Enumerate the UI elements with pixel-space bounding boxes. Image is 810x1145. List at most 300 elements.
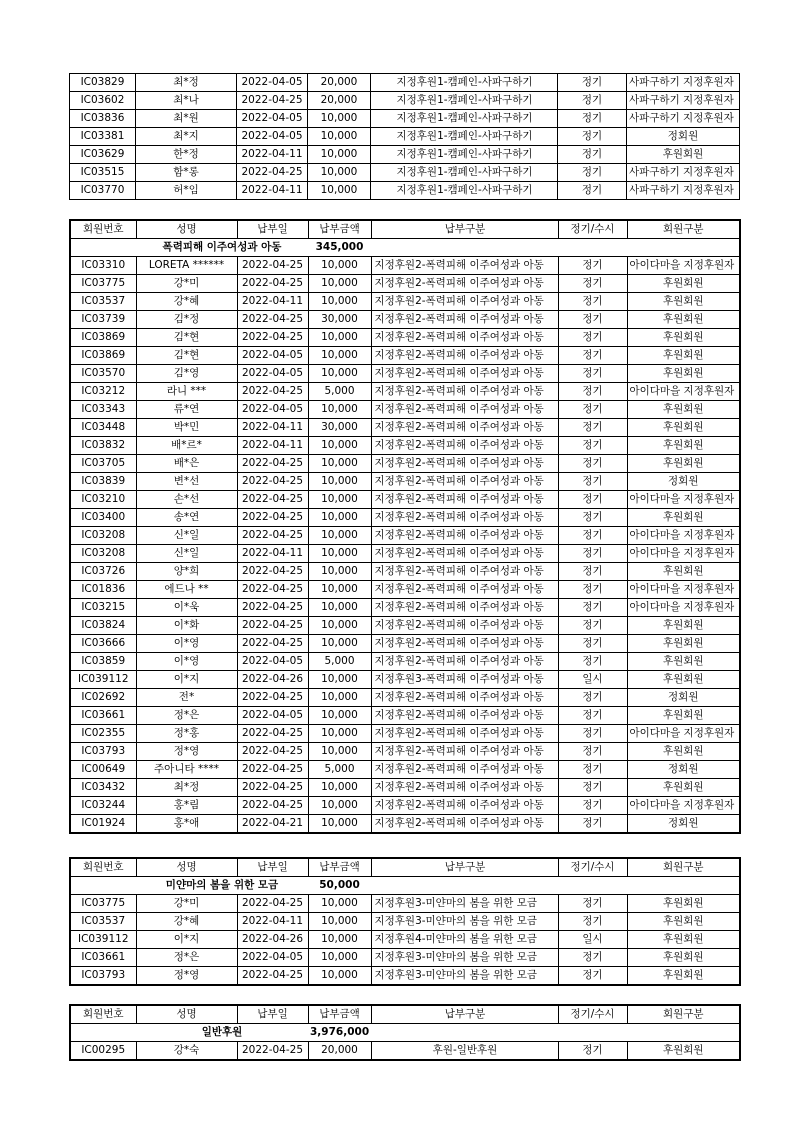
member-id-cell: IC03726 (70, 563, 136, 581)
name-cell: 최*나 (136, 92, 237, 110)
payment-type-cell: 지정후원2-폭력피해 이주여성과 아동 (371, 419, 558, 437)
payment-date-cell: 2022-04-25 (237, 563, 308, 581)
amount-cell: 10,000 (308, 581, 371, 599)
member-type-cell: 아이다마을 지정후원자 (627, 491, 740, 509)
amount-cell: 10,000 (308, 293, 371, 311)
payment-type-cell: 지정후원2-폭력피해 이주여성과 아동 (371, 599, 558, 617)
frequency-cell: 정기 (558, 527, 627, 545)
payment-type-cell: 지정후원1-캠페인-사파구하기 (371, 74, 558, 92)
column-header: 성명 (136, 1005, 237, 1024)
table-row (70, 635, 740, 653)
payment-date-cell: 2022-04-21 (237, 815, 308, 834)
payment-date-cell: 2022-04-11 (237, 293, 308, 311)
name-cell: 이*영 (136, 653, 237, 671)
table-row (70, 419, 740, 437)
member-id-cell: IC03310 (70, 257, 136, 275)
table-row (70, 527, 740, 545)
amount-cell: 10,000 (308, 895, 371, 913)
payment-type-cell: 지정후원2-폭력피해 이주여성과 아동 (371, 797, 558, 815)
name-cell: 강*미 (136, 895, 237, 913)
amount-cell: 5,000 (308, 761, 371, 779)
table-row (70, 383, 740, 401)
column-header: 납부구분 (371, 858, 558, 877)
group-label: 일반후원 (136, 1024, 308, 1042)
payment-type-cell: 지정후원2-폭력피해 이주여성과 아동 (371, 635, 558, 653)
name-cell: 정*영 (136, 967, 237, 986)
member-type-cell: 후원회원 (627, 365, 740, 383)
amount-cell: 10,000 (308, 545, 371, 563)
table-row (70, 365, 740, 383)
subtotal-spacer (70, 239, 136, 257)
member-type-cell: 후원회원 (627, 931, 740, 949)
name-cell: 홍*림 (136, 797, 237, 815)
payment-type-cell: 지정후원1-캠페인-사파구하기 (371, 164, 558, 182)
amount-cell: 20,000 (308, 92, 371, 110)
name-cell: 이*화 (136, 617, 237, 635)
member-type-cell: 후원회원 (627, 419, 740, 437)
amount-cell: 10,000 (308, 671, 371, 689)
payment-type-cell: 지정후원2-폭력피해 이주여성과 아동 (371, 509, 558, 527)
member-id-cell: IC03705 (70, 455, 136, 473)
subtotal-spacer (70, 877, 136, 895)
name-cell: 송*연 (136, 509, 237, 527)
column-header: 회원구분 (627, 220, 740, 239)
amount-cell: 20,000 (308, 74, 371, 92)
name-cell: 정*영 (136, 743, 237, 761)
payment-type-cell: 지정후원2-폭력피해 이주여성과 아동 (371, 581, 558, 599)
member-id-cell: IC03859 (70, 653, 136, 671)
member-type-cell: 후원회원 (627, 455, 740, 473)
frequency-cell: 정기 (558, 110, 627, 128)
payment-date-cell: 2022-04-25 (237, 1042, 308, 1061)
frequency-cell: 정기 (558, 473, 627, 491)
table-row (70, 275, 740, 293)
payment-type-cell: 지정후원1-캠페인-사파구하기 (371, 110, 558, 128)
amount-cell: 10,000 (308, 527, 371, 545)
member-id-cell: IC03793 (70, 743, 136, 761)
name-cell: 정*은 (136, 707, 237, 725)
name-cell: 홍*애 (136, 815, 237, 834)
member-type-cell: 후원회원 (627, 311, 740, 329)
member-type-cell: 정회원 (627, 815, 740, 834)
subtotal-spacer (70, 1024, 136, 1042)
payment-type-cell: 지정후원3-미얀마의 봄을 위한 모금 (371, 913, 558, 931)
name-cell: 최*정 (136, 779, 237, 797)
payment-date-cell: 2022-04-11 (237, 182, 308, 200)
group-subtotal-row (70, 239, 740, 257)
donation-table-general (69, 1004, 741, 1061)
payment-type-cell: 지정후원2-폭력피해 이주여성과 아동 (371, 779, 558, 797)
name-cell: 강*미 (136, 275, 237, 293)
name-cell: 한*정 (136, 146, 237, 164)
member-id-cell: IC03666 (70, 635, 136, 653)
frequency-cell: 정기 (558, 761, 627, 779)
member-type-cell: 사파구하기 지정후원자 (627, 182, 740, 200)
amount-cell: 10,000 (308, 931, 371, 949)
table-row (70, 311, 740, 329)
subtotal-spacer (371, 239, 740, 257)
column-header: 정기/수시 (558, 858, 627, 877)
payment-type-cell: 지정후원1-캠페인-사파구하기 (371, 182, 558, 200)
column-header: 납부일 (237, 858, 308, 877)
table-header-row (70, 858, 740, 877)
member-type-cell: 후원회원 (627, 743, 740, 761)
table-row (70, 401, 740, 419)
group-total: 3,976,000 (308, 1024, 371, 1042)
column-header: 납부구분 (371, 1005, 558, 1024)
donation-table-myanmar (69, 857, 741, 986)
member-type-cell: 아이다마을 지정후원자 (627, 527, 740, 545)
column-header: 회원번호 (70, 220, 136, 239)
amount-cell: 10,000 (308, 743, 371, 761)
table-row (70, 293, 740, 311)
frequency-cell: 정기 (558, 967, 627, 986)
frequency-cell: 정기 (558, 419, 627, 437)
frequency-cell: 정기 (558, 437, 627, 455)
amount-cell: 10,000 (308, 509, 371, 527)
name-cell: 에드나 ** (136, 581, 237, 599)
member-type-cell: 아이다마을 지정후원자 (627, 725, 740, 743)
frequency-cell: 정기 (558, 365, 627, 383)
member-id-cell: IC03343 (70, 401, 136, 419)
table-row (70, 146, 740, 164)
frequency-cell: 정기 (558, 347, 627, 365)
frequency-cell: 정기 (558, 146, 627, 164)
payment-type-cell: 지정후원2-폭력피해 이주여성과 아동 (371, 761, 558, 779)
amount-cell: 10,000 (308, 347, 371, 365)
payment-type-cell: 지정후원2-폭력피해 이주여성과 아동 (371, 311, 558, 329)
frequency-cell: 정기 (558, 707, 627, 725)
amount-cell: 10,000 (308, 455, 371, 473)
table-row (70, 164, 740, 182)
member-type-cell: 정회원 (627, 689, 740, 707)
name-cell: 최*지 (136, 128, 237, 146)
payment-type-cell: 지정후원3-폭력피해 이주여성과 아동 (371, 671, 558, 689)
amount-cell: 10,000 (308, 365, 371, 383)
frequency-cell: 정기 (558, 275, 627, 293)
name-cell: 강*혜 (136, 293, 237, 311)
frequency-cell: 정기 (558, 329, 627, 347)
member-type-cell: 정회원 (627, 128, 740, 146)
name-cell: 강*혜 (136, 913, 237, 931)
member-type-cell: 사파구하기 지정후원자 (627, 164, 740, 182)
table-row (70, 110, 740, 128)
payment-date-cell: 2022-04-05 (237, 128, 308, 146)
donation-table-violence-victims (69, 219, 741, 834)
table-row (70, 347, 740, 365)
table-header-row (70, 1005, 740, 1024)
amount-cell: 10,000 (308, 797, 371, 815)
amount-cell: 30,000 (308, 311, 371, 329)
payment-type-cell: 지정후원2-폭력피해 이주여성과 아동 (371, 743, 558, 761)
member-type-cell: 후원회원 (627, 329, 740, 347)
column-header: 회원구분 (627, 1005, 740, 1024)
payment-date-cell: 2022-04-05 (237, 74, 308, 92)
subtotal-spacer (371, 877, 740, 895)
frequency-cell: 정기 (558, 509, 627, 527)
payment-type-cell: 지정후원2-폭력피해 이주여성과 아동 (371, 563, 558, 581)
payment-date-cell: 2022-04-25 (237, 383, 308, 401)
payment-date-cell: 2022-04-11 (237, 545, 308, 563)
member-id-cell: IC03775 (70, 895, 136, 913)
amount-cell: 20,000 (308, 1042, 371, 1061)
member-type-cell: 정회원 (627, 761, 740, 779)
amount-cell: 10,000 (308, 725, 371, 743)
name-cell: 류*연 (136, 401, 237, 419)
amount-cell: 10,000 (308, 815, 371, 834)
name-cell: 손*선 (136, 491, 237, 509)
column-header: 납부일 (237, 1005, 308, 1024)
member-id-cell: IC03537 (70, 293, 136, 311)
payment-date-cell: 2022-04-25 (237, 491, 308, 509)
payment-date-cell: 2022-04-05 (237, 707, 308, 725)
table-row (70, 653, 740, 671)
amount-cell: 10,000 (308, 779, 371, 797)
frequency-cell: 정기 (558, 545, 627, 563)
name-cell: 정*은 (136, 949, 237, 967)
member-type-cell: 아이다마을 지정후원자 (627, 257, 740, 275)
frequency-cell: 정기 (558, 257, 627, 275)
name-cell: 최*원 (136, 110, 237, 128)
member-type-cell: 후원회원 (627, 671, 740, 689)
payment-date-cell: 2022-04-25 (237, 967, 308, 986)
table-row (70, 563, 740, 581)
frequency-cell: 정기 (558, 895, 627, 913)
name-cell: 김*현 (136, 347, 237, 365)
table-row (70, 725, 740, 743)
member-id-cell: IC03661 (70, 949, 136, 967)
payment-date-cell: 2022-04-26 (237, 671, 308, 689)
member-type-cell: 후원회원 (627, 617, 740, 635)
member-id-cell: IC03836 (70, 110, 136, 128)
frequency-cell: 정기 (558, 491, 627, 509)
payment-type-cell: 지정후원3-미얀마의 봄을 위한 모금 (371, 895, 558, 913)
frequency-cell: 정기 (558, 617, 627, 635)
amount-cell: 10,000 (308, 635, 371, 653)
column-header: 성명 (136, 220, 237, 239)
member-id-cell: IC03824 (70, 617, 136, 635)
name-cell: 변*선 (136, 473, 237, 491)
name-cell: 김*현 (136, 329, 237, 347)
member-type-cell: 사파구하기 지정후원자 (627, 92, 740, 110)
member-type-cell: 정회원 (627, 473, 740, 491)
payment-type-cell: 지정후원2-폭력피해 이주여성과 아동 (371, 545, 558, 563)
amount-cell: 10,000 (308, 967, 371, 986)
payment-date-cell: 2022-04-11 (237, 437, 308, 455)
table-row (70, 581, 740, 599)
table-row (70, 779, 740, 797)
name-cell: 최*정 (136, 74, 237, 92)
member-id-cell: IC01836 (70, 581, 136, 599)
payment-date-cell: 2022-04-25 (237, 599, 308, 617)
frequency-cell: 정기 (558, 815, 627, 834)
name-cell: 전* (136, 689, 237, 707)
member-type-cell: 사파구하기 지정후원자 (627, 74, 740, 92)
payment-date-cell: 2022-04-05 (237, 347, 308, 365)
amount-cell: 10,000 (308, 599, 371, 617)
member-id-cell: IC03381 (70, 128, 136, 146)
name-cell: 김*정 (136, 311, 237, 329)
payment-type-cell: 지정후원2-폭력피해 이주여성과 아동 (371, 725, 558, 743)
frequency-cell: 정기 (558, 779, 627, 797)
frequency-cell: 정기 (558, 725, 627, 743)
payment-date-cell: 2022-04-25 (237, 329, 308, 347)
frequency-cell: 정기 (558, 74, 627, 92)
table-row (70, 455, 740, 473)
payment-date-cell: 2022-04-05 (237, 653, 308, 671)
payment-type-cell: 지정후원2-폭력피해 이주여성과 아동 (371, 527, 558, 545)
table-row (70, 1042, 740, 1061)
group-total: 345,000 (308, 239, 371, 257)
amount-cell: 10,000 (308, 164, 371, 182)
payment-type-cell: 지정후원2-폭력피해 이주여성과 아동 (371, 293, 558, 311)
payment-date-cell: 2022-04-05 (237, 401, 308, 419)
member-type-cell: 후원회원 (627, 401, 740, 419)
member-id-cell: IC00649 (70, 761, 136, 779)
frequency-cell: 정기 (558, 563, 627, 581)
amount-cell: 10,000 (308, 182, 371, 200)
frequency-cell: 정기 (558, 182, 627, 200)
amount-cell: 10,000 (308, 617, 371, 635)
member-id-cell: IC03208 (70, 527, 136, 545)
payment-type-cell: 지정후원2-폭력피해 이주여성과 아동 (371, 383, 558, 401)
member-id-cell: IC03832 (70, 437, 136, 455)
frequency-cell: 정기 (558, 653, 627, 671)
member-type-cell: 후원회원 (627, 707, 740, 725)
payment-date-cell: 2022-04-25 (237, 473, 308, 491)
table-row (70, 491, 740, 509)
column-header: 납부일 (237, 220, 308, 239)
table-row (70, 74, 740, 92)
table-row (70, 545, 740, 563)
member-type-cell: 후원회원 (627, 635, 740, 653)
table-row (70, 743, 740, 761)
name-cell: 강*숙 (136, 1042, 237, 1061)
payment-date-cell: 2022-04-25 (237, 92, 308, 110)
member-id-cell: IC03210 (70, 491, 136, 509)
member-type-cell: 후원회원 (627, 653, 740, 671)
member-type-cell: 아이다마을 지정후원자 (627, 581, 740, 599)
member-id-cell: IC039112 (70, 671, 136, 689)
payment-date-cell: 2022-04-25 (237, 779, 308, 797)
frequency-cell: 정기 (558, 128, 627, 146)
name-cell: 신*일 (136, 545, 237, 563)
member-type-cell: 후원회원 (627, 967, 740, 986)
member-id-cell: IC01924 (70, 815, 136, 834)
frequency-cell: 정기 (558, 92, 627, 110)
name-cell: 이*지 (136, 671, 237, 689)
table-row (70, 617, 740, 635)
column-header: 납부금액 (308, 858, 371, 877)
group-label: 폭력피해 이주여성과 아동 (136, 239, 308, 257)
table-header-row (70, 220, 740, 239)
column-header: 납부금액 (308, 1005, 371, 1024)
payment-type-cell: 지정후원2-폭력피해 이주여성과 아동 (371, 473, 558, 491)
payment-date-cell: 2022-04-25 (237, 761, 308, 779)
member-id-cell: IC03839 (70, 473, 136, 491)
column-header: 납부구분 (371, 220, 558, 239)
payment-type-cell: 지정후원1-캠페인-사파구하기 (371, 92, 558, 110)
amount-cell: 10,000 (308, 275, 371, 293)
payment-type-cell: 지정후원4-미얀마의 봄을 위한 모금 (371, 931, 558, 949)
table-row (70, 895, 740, 913)
payment-date-cell: 2022-04-26 (237, 931, 308, 949)
column-header: 회원번호 (70, 1005, 136, 1024)
frequency-cell: 정기 (558, 164, 627, 182)
payment-type-cell: 지정후원2-폭력피해 이주여성과 아동 (371, 329, 558, 347)
payment-date-cell: 2022-04-25 (237, 311, 308, 329)
amount-cell: 10,000 (308, 146, 371, 164)
payment-date-cell: 2022-04-11 (237, 146, 308, 164)
column-header: 회원번호 (70, 858, 136, 877)
name-cell: 신*일 (136, 527, 237, 545)
member-type-cell: 후원회원 (627, 1042, 740, 1061)
table-row (70, 257, 740, 275)
table-row (70, 599, 740, 617)
member-id-cell: IC03770 (70, 182, 136, 200)
member-type-cell: 후원회원 (627, 347, 740, 365)
name-cell: 이*영 (136, 635, 237, 653)
frequency-cell: 정기 (558, 455, 627, 473)
frequency-cell: 정기 (558, 689, 627, 707)
payment-type-cell: 지정후원2-폭력피해 이주여성과 아동 (371, 455, 558, 473)
frequency-cell: 정기 (558, 293, 627, 311)
payment-type-cell: 지정후원2-폭력피해 이주여성과 아동 (371, 401, 558, 419)
payment-type-cell: 지정후원1-캠페인-사파구하기 (371, 146, 558, 164)
name-cell: 양*희 (136, 563, 237, 581)
amount-cell: 10,000 (308, 913, 371, 931)
column-header: 정기/수시 (558, 1005, 627, 1024)
payment-type-cell: 지정후원2-폭력피해 이주여성과 아동 (371, 347, 558, 365)
table-row (70, 815, 740, 834)
subtotal-spacer (371, 1024, 740, 1042)
payment-date-cell: 2022-04-05 (237, 949, 308, 967)
member-type-cell: 아이다마을 지정후원자 (627, 545, 740, 563)
amount-cell: 10,000 (308, 707, 371, 725)
payment-date-cell: 2022-04-05 (237, 365, 308, 383)
member-id-cell: IC03215 (70, 599, 136, 617)
member-id-cell: IC03661 (70, 707, 136, 725)
amount-cell: 10,000 (308, 437, 371, 455)
table-row (70, 761, 740, 779)
payment-type-cell: 지정후원2-폭력피해 이주여성과 아동 (371, 617, 558, 635)
name-cell: LORETA ****** (136, 257, 237, 275)
payment-type-cell: 지정후원2-폭력피해 이주여성과 아동 (371, 275, 558, 293)
payment-date-cell: 2022-04-05 (237, 110, 308, 128)
payment-date-cell: 2022-04-25 (237, 895, 308, 913)
column-header: 성명 (136, 858, 237, 877)
member-type-cell: 아이다마을 지정후원자 (627, 599, 740, 617)
payment-date-cell: 2022-04-25 (237, 635, 308, 653)
table-row (70, 797, 740, 815)
name-cell: 이*지 (136, 931, 237, 949)
payment-date-cell: 2022-04-25 (237, 581, 308, 599)
payment-type-cell: 지정후원2-폭력피해 이주여성과 아동 (371, 491, 558, 509)
table-row (70, 182, 740, 200)
member-type-cell: 후원회원 (627, 293, 740, 311)
member-id-cell: IC02355 (70, 725, 136, 743)
frequency-cell: 정기 (558, 743, 627, 761)
frequency-cell: 정기 (558, 913, 627, 931)
member-type-cell: 후원회원 (627, 146, 740, 164)
payment-type-cell: 지정후원2-폭력피해 이주여성과 아동 (371, 707, 558, 725)
amount-cell: 5,000 (308, 383, 371, 401)
frequency-cell: 정기 (558, 635, 627, 653)
payment-date-cell: 2022-04-25 (237, 455, 308, 473)
name-cell: 김*영 (136, 365, 237, 383)
member-id-cell: IC03775 (70, 275, 136, 293)
column-header: 회원구분 (627, 858, 740, 877)
